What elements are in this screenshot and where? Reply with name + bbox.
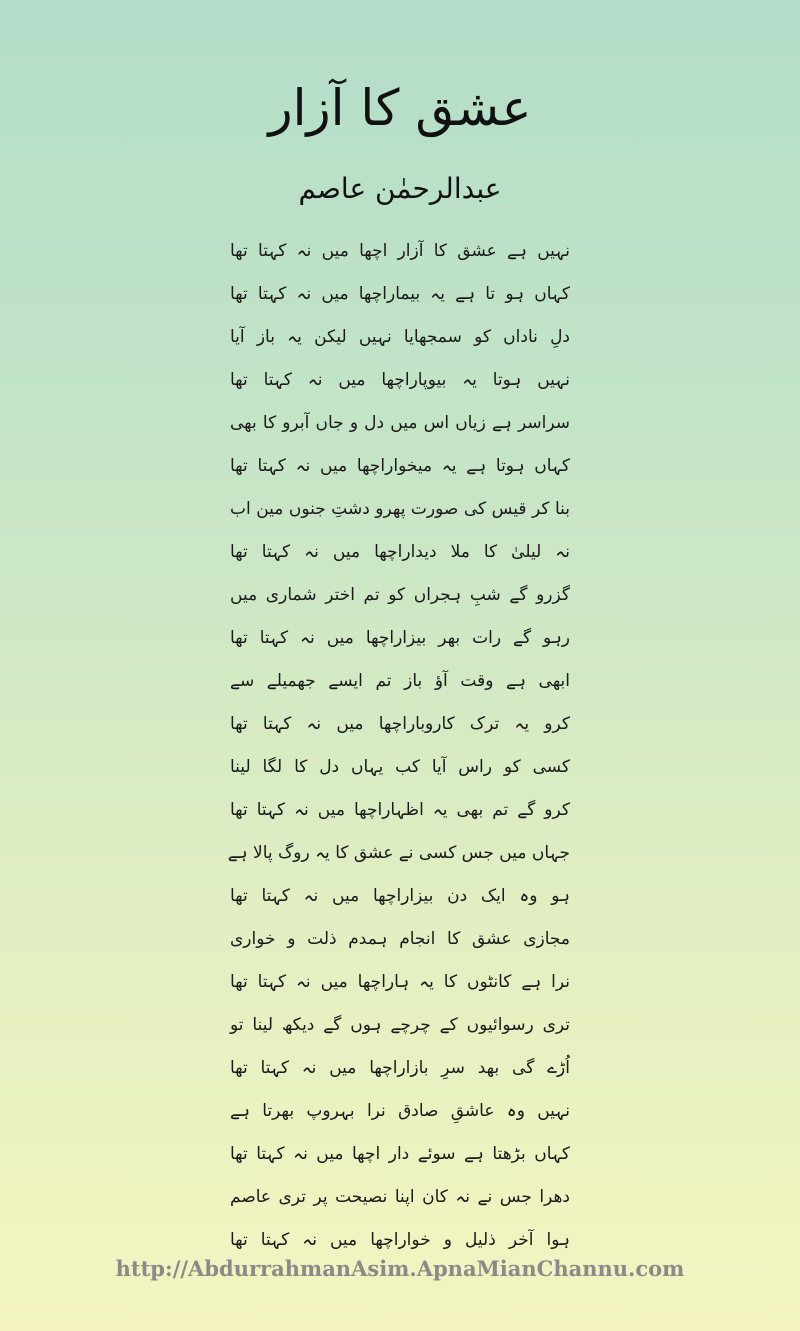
- poem-title: عشق کا آزار: [268, 79, 532, 137]
- poet-name: عبدالرحمٰن عاصم: [298, 172, 502, 205]
- poem-line: کہاں ہو تا ہے یہ بیماراچھا میں نہ کہتا تھا: [230, 284, 570, 304]
- poem-line: کہاں بڑھتا ہے سوئے دار اچھا میں نہ کہتا تھا: [230, 1144, 570, 1164]
- poem-line: ہو وہ ایک دن بیزاراچھا میں نہ کہتا تھا: [230, 886, 570, 906]
- website-url: http://AbdurrahmanAsim.ApnaMianChannu.com: [115, 1256, 685, 1281]
- poem-line: ابھی ہے وقت آؤ باز تم ایسے جھمیلے سے: [230, 671, 570, 691]
- poem-line: ہوا آخر ذلیل و خواراچھا میں نہ کہتا تھا: [230, 1230, 570, 1250]
- poem-line: کسی کو راس آیا کب یہاں دل کا لگا لینا: [230, 757, 570, 777]
- poem-line: گزرو گے شبِ ہجراں کو تم اختر شماری میں: [230, 585, 570, 605]
- poem-line: جہاں میں جس کسی نے عشق کا یہ روگ پالا ہے: [227, 843, 570, 863]
- poem-line: نہیں ہے عشق کا آزار اچھا میں نہ کہتا تھا: [230, 241, 570, 261]
- poem-line: دلِ ناداں کو سمجھایا نہیں لیکن یہ باز آیا: [230, 327, 570, 347]
- poem-line: مجازی عشق کا انجام ہمدم ذلت و خواری: [230, 929, 570, 949]
- poem-line: رہو گے رات بھر بیزاراچھا میں نہ کہتا تھا: [230, 628, 570, 648]
- poem-line: کرو گے تم بھی یہ اظہاراچھا میں نہ کہتا تھا: [230, 800, 570, 820]
- poem-body: [227, 230, 570, 1262]
- poem-line: کرو یہ ترک کاروباراچھا میں نہ کہتا تھا: [230, 714, 570, 734]
- poem-line: اُڑے گی بھد سرِ بازاراچھا میں نہ کہتا تھا: [230, 1058, 570, 1078]
- poem-line: نہیں ہوتا یہ بیوپاراچھا میں نہ کہتا تھا: [230, 370, 570, 390]
- poem-line: نہیں وہ عاشقِ صادق نرا بہروپ بھرتا ہے: [230, 1101, 570, 1121]
- poem-line: تری رسوائیوں کے چرچے ہوں گے دیکھ لینا تو: [230, 1015, 570, 1035]
- poem-line: نہ لیلیٰ کا ملا دیداراچھا میں نہ کہتا تھا: [230, 542, 570, 562]
- poem-line: دھرا جس نے نہ کان اپنا نصیحت پر تری عاصم: [230, 1187, 570, 1207]
- poem-line: بنا کر قیس کی صورت پھرو دشتِ جنوں مین اب: [230, 499, 570, 519]
- poem-line: نرا ہے کانٹوں کا یہ ہاراچھا میں نہ کہتا تھا: [230, 972, 570, 992]
- poem-line: سراسر ہے زیاں اس میں دل و جاں آبرو کا بھی: [230, 413, 570, 433]
- poem-line: کہاں ہوتا ہے یہ میخواراچھا میں نہ کہتا تھا: [230, 456, 570, 476]
